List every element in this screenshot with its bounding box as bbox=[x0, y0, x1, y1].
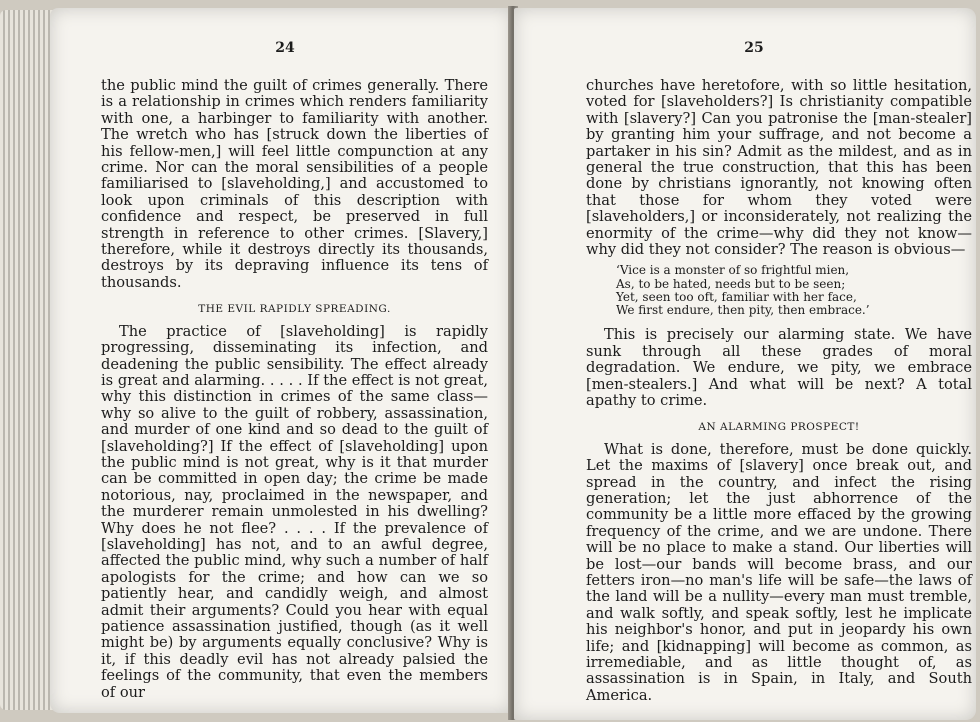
paragraph: The practice of [slaveholding] is rapidly progressing, disseminating its infection, and deadening the public sensibility. The effect already is great and alarming. . . . . If the effect is not great, why this distinction in crimes of the same class—why so alive to the guilt of robbery, assassination, and murder of one kind and so dead to the guilt of [slaveholding?] If the effect of [slaveholding] upon the public mind is not great, why is it that murder can be committed in open day; the crime be made notorious, nay, proclaimed in the newspaper, and the murderer remain unmolested in his dwelling? Why does he not flee? . . . . If the prevalence of [slaveholding] has not, and to an awful degree, affected the public mind, why such a number of half apologists for the crime; and how can we so patiently hear, and candidly weigh, and almost admit their arguments? Could you hear with equal patience assassination justified, though (as it well might be) by arguments equally conclusive? Why is it, if this deadly evil has not already palsied the feelings of the community, that even the members of our bbox=[101, 322, 488, 701]
right-page-text bbox=[586, 78, 972, 704]
paragraph: What is done, therefore, must be done quickly. Let the maxims of [slavery] once break out, and spread in the country, and infect the rising generation; let the just abhorrence of the community be a little more effaced by the growing frequency of the crime, and we are undone. There will be no place to make a stand. Our liberties will be lost—our bands will become brass, and our fetters iron—no man's life will be safe—the laws of the land will be a nullity—every man must tremble, and walk softly, and speak softly, lest he implicate his neighbor's honor, and put in jeopardy his own life; and [kidnapping] will become as common, as irremediable, and as little thought of, as assassination is in Spain, in Italy, and South America. bbox=[586, 440, 972, 704]
left-page bbox=[50, 8, 512, 713]
verse-line: As, to be hated, needs but to be seen; bbox=[616, 276, 846, 291]
verse-quote bbox=[616, 264, 972, 317]
paragraph: churches have heretofore, with so little hesitation, voted for [slaveholders?] Is christianity compatible with [slavery?] Can you patronise the [man-stealer] by granting him your suffrage, and not become a partaker in his sin? Admit as the mildest, and as in general the true construction, that this has been done by christians ignorantly, not knowing often that those for whom they voted were [slaveholders,] or inconsiderately, not realizing the enormity of the crime—why did they not know—why did they not consider? The reason is obvious— bbox=[586, 77, 972, 259]
right-page bbox=[514, 8, 976, 720]
paragraph: the public mind the guilt of crimes generally. There is a relationship in crimes which renders familiarity with one, a harbinger to familiarity with another. The wretch who has [struck down the liberties of his fellow-men,] will feel little compunction at any crime. Nor can the moral sensibilities of a people familiarised to [slaveholding,] and accustomed to look upon criminals of this description with confidence and respect, be preserved in full strength in reference to other crimes. [Slavery,] therefore, while it destroys directly its thousands, destroys by its depraving influence its tens of thousands. bbox=[101, 77, 488, 291]
verse-line: Yet, seen too oft, familiar with her face, bbox=[616, 289, 857, 304]
left-page-text bbox=[101, 78, 488, 701]
page-number: 25 bbox=[744, 40, 764, 56]
verse-line: ‘Vice is a monster of so frightful mien, bbox=[616, 263, 850, 278]
section-heading: THE EVIL RAPIDLY SPREADING. bbox=[198, 303, 391, 316]
verse-line: We first endure, then pity, then embrace.’ bbox=[616, 303, 870, 318]
page-number: 24 bbox=[275, 40, 295, 56]
section-heading: AN ALARMING PROSPECT! bbox=[698, 421, 860, 434]
paragraph: This is precisely our alarming state. We have sunk through all these grades of moral degradation. We endure, we pity, we embrace [men-stealers.] And what will be next? A total apathy to crime. bbox=[586, 326, 972, 409]
